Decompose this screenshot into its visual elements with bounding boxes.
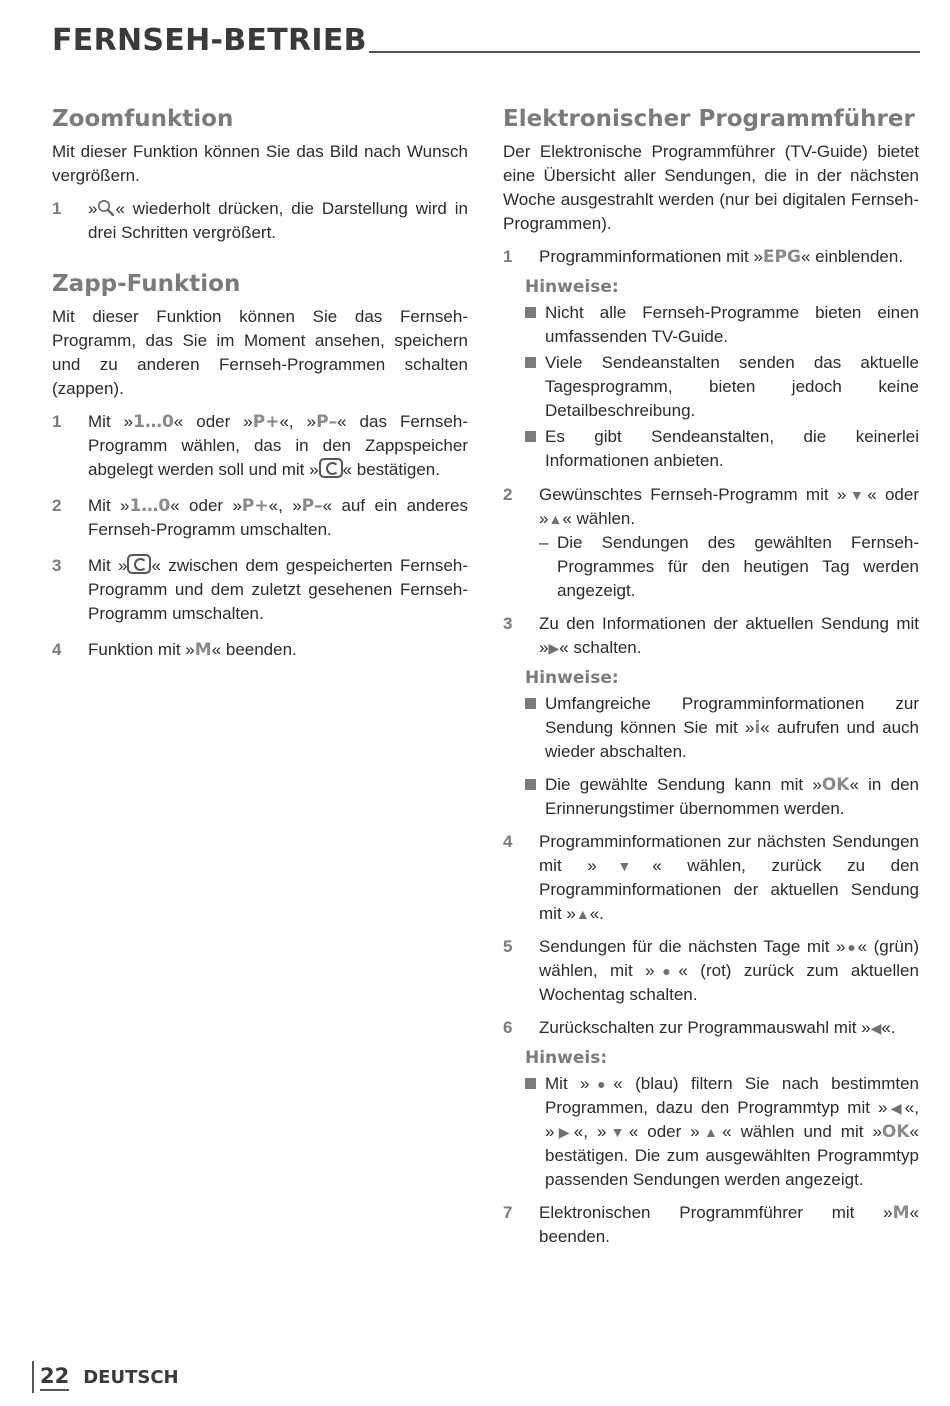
key-ok: OK [821,775,850,795]
step-number: 7 [503,1203,513,1222]
epg-step-4 [503,830,919,926]
arrow-right-icon: ▶ [554,1124,574,1140]
key-epg: EPG [762,247,801,267]
bullet-square-icon [525,431,536,442]
epg-step-6 [503,1016,919,1040]
zoom-step-1 [52,197,468,245]
zapp-intro: Mit dieser Funktion können Sie das Fernseh-Programm, das Sie im Moment ansehen, speichern und zu anderen Fernseh-Programmen schalten (zappen). [52,307,468,398]
bullet-square-icon [525,357,536,368]
right-column [503,104,919,1261]
zoom-intro: Mit dieser Funktion können Sie das Bild nach Wunsch vergrößern. [52,142,468,185]
zapp-step-3 [52,554,468,626]
bullet-square-icon [525,698,536,709]
page-number: 22 [40,1363,69,1391]
step-text: Gewünschtes Fernseh-Programm mit »▼« oder »▲« wählen. – Die Sendungen des gewählten Fernseh-Programmes für den heutigen Tag werden angezeigt. [539,483,919,603]
step-text: Programminformationen zur nächsten Sendungen mit »▼« wählen, zurück zu den Programminformationen der aktuellen Sendung mit »▲«. [539,832,919,923]
header-rule [369,51,920,53]
page-title: FERNSEH-BETRIEB [52,23,367,58]
key-p-minus: P– [301,496,323,516]
zapp-step-2 [52,494,468,542]
step-text: Mit »1…0« oder »P+«, »P–« auf ein anderes Fernseh-Programm umschalten. [88,496,468,539]
step-number: 4 [52,640,62,659]
note-item: Viele Sendeanstalten senden das aktuelle Tagesprogramm, bieten jedoch keine Detailbeschreibung. [525,351,919,423]
notes-heading: Hinweise: [525,668,619,688]
epg-step-7 [503,1201,919,1249]
step-number: 2 [52,496,62,515]
footer-rule [32,1361,34,1393]
zapp-step-4 [52,638,468,662]
step-text: Sendungen für die nächsten Tage mit »●« (grün) wählen, mit »●« (rot) zurück zum aktuellen Wochentag schalten. [539,937,919,1004]
color-dot-icon: ● [589,1076,614,1092]
step-number: 1 [503,247,513,266]
left-column [52,104,468,674]
step-number: 4 [503,832,513,851]
key-m: M [194,640,212,660]
step-text: Programminformationen mit »EPG« einblenden. [539,247,904,267]
color-dot-icon: ● [845,939,858,955]
footer-language: DEUTSCH [83,1366,179,1388]
step-text: » « wiederholt drücken, die Darstellung wird in drei Schritten vergrößert. [88,199,468,242]
magnifier-icon [97,201,115,217]
epg-intro: Der Elektronische Programmführer (TV-Guide) bietet eine Übersicht aller Sendungen, die in der nächsten Woche ausgestrahlt werden (nur bei digitalen Fernseh-Programmen). [503,142,919,233]
step-number: 5 [503,937,513,956]
zapp-heading: Zapp-Funktion [52,271,241,297]
notes-heading: Hinweis: [525,1048,608,1068]
step-text: Zurückschalten zur Programmauswahl mit »◀«. [539,1018,896,1037]
step-number: 2 [503,485,513,504]
key-p-plus: P+ [252,412,280,432]
epg-step-5 [503,935,919,1007]
zapp-loop-icon [127,554,151,574]
bullet-square-icon [525,1078,536,1089]
page-footer [32,1360,179,1394]
key-p-minus: P– [316,412,338,432]
step-number: 3 [503,614,513,633]
key-digits: 1…0 [129,496,171,516]
note-item: Mit »●« (blau) filtern Sie nach bestimmten Programmen, dazu den Programmtyp mit »◀«, »▶«, »▼« oder »▲« wählen und mit »OK« bestätigen. Die zum ausgewählten Programmtyp passenden Sendungen werden angezeigt. [525,1072,919,1192]
arrow-up-icon: ▲ [548,511,563,527]
step-text: Elektronischen Programmführer mit »M« beenden. [539,1203,919,1246]
key-info: i [754,718,761,738]
bullet-square-icon [525,307,536,318]
page-header [52,20,920,60]
epg-step-2 [503,483,919,603]
key-m: M [892,1203,910,1223]
arrow-down-icon: ▼ [596,858,653,874]
zoom-heading: Zoomfunktion [52,106,234,132]
note-item: Nicht alle Fernseh-Programme bieten einen umfassenden TV-Guide. [525,301,919,349]
color-dot-icon: ● [654,963,679,979]
bullet-square-icon [525,779,536,790]
arrow-down-icon: ▼ [606,1124,629,1140]
note-item: Die gewählte Sendung kann mit »OK« in den Erinnerungstimer übernommen werden. [525,773,919,821]
arrow-right-icon: ▶ [548,640,560,656]
notes-heading: Hinweise: [525,277,619,297]
arrow-up-icon: ▲ [575,906,590,922]
step-text: Zu den Informationen der aktuellen Sendung mit »▶« schalten. [539,614,919,657]
note-item: Es gibt Sendeanstalten, die keinerlei Informationen anbieten. [525,425,919,473]
arrow-down-icon: ▼ [846,487,868,503]
key-ok: OK [881,1122,910,1142]
key-p-plus: P+ [241,496,269,516]
epg-heading: Elektronischer Programmführer [503,106,915,132]
zapp-loop-icon [319,458,343,478]
arrow-left-icon: ◀ [887,1100,905,1116]
step-number: 6 [503,1018,513,1037]
step-text: Mit »1…0« oder »P+«, »P–« das Fernseh-Programm wählen, das in den Zappspeicher abgelegt werden soll und mit » « bestätigen. [88,412,468,479]
step-number: 1 [52,199,62,218]
key-digits: 1…0 [133,412,174,432]
zapp-step-1 [52,410,468,482]
epg-step-3 [503,612,919,660]
step-sub-item: – Die Sendungen des gewählten Fernseh-Programmes für den heutigen Tag werden angezeigt. [539,533,919,600]
arrow-up-icon: ▲ [699,1124,723,1140]
step-number: 3 [52,556,62,575]
note-item: Umfangreiche Programminformationen zur Sendung können Sie mit »i« aufrufen und auch wieder abschalten. [525,692,919,764]
step-text: Funktion mit »M« beenden. [88,640,297,660]
step-text: Mit » « zwischen dem gespeicherten Fernseh-Programm und dem zuletzt gesehenen Fernseh-Programm umschalten. [88,556,468,623]
epg-step-1 [503,245,919,269]
step-number: 1 [52,412,62,431]
arrow-left-icon: ◀ [870,1020,882,1036]
